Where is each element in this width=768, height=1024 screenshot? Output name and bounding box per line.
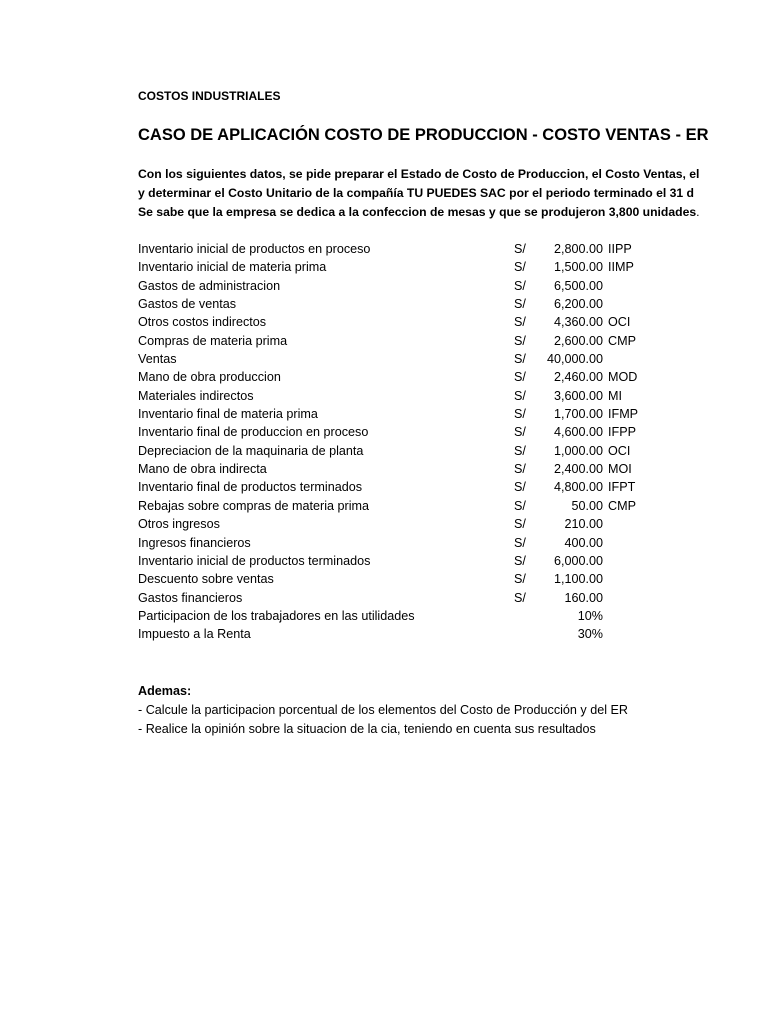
item-label: Gastos financieros <box>138 590 243 605</box>
list-item <box>138 625 658 643</box>
item-label: Otros costos indirectos <box>138 315 267 330</box>
list-item <box>138 240 658 258</box>
currency-symbol: S/ <box>514 462 526 477</box>
currency-symbol: S/ <box>514 553 526 568</box>
item-amount: 4,600.00 <box>553 425 603 440</box>
item-label: Impuesto a la Renta <box>138 627 251 642</box>
item-code: OCI <box>608 315 631 330</box>
item-label: Compras de materia prima <box>138 333 288 348</box>
item-label: Depreciacion de la maquinaria de planta <box>138 443 364 458</box>
currency-symbol: S/ <box>514 297 526 312</box>
list-item <box>138 295 658 313</box>
item-amount: 1,500.00 <box>553 260 603 275</box>
item-amount: 4,360.00 <box>553 315 603 330</box>
currency-symbol: S/ <box>514 388 526 403</box>
item-label: Gastos de ventas <box>138 297 237 312</box>
currency-symbol: S/ <box>514 498 526 513</box>
item-code: IFPP <box>608 425 636 440</box>
list-item <box>138 332 658 350</box>
item-amount: 2,460.00 <box>553 370 603 385</box>
instructions-text: Se sabe que la empresa se dedica a la confeccion de mesas y que se produjeron 3,800 unidades <box>138 205 697 219</box>
item-amount: 2,400.00 <box>553 462 603 477</box>
item-amount: 4,800.00 <box>553 480 603 495</box>
list-item <box>138 534 658 552</box>
item-code: CMP <box>608 498 636 513</box>
task-item: - Calcule la participacion porcentual de los elementos del Costo de Producción y del ER <box>138 703 629 717</box>
list-item <box>138 387 658 405</box>
list-item <box>138 460 658 478</box>
instructions-paragraph <box>138 165 700 222</box>
currency-symbol: S/ <box>514 278 526 293</box>
item-amount: 30% <box>577 627 603 642</box>
item-code: IIPP <box>608 242 632 256</box>
list-item <box>138 405 658 423</box>
item-label: Ingresos financieros <box>138 535 251 550</box>
list-item <box>138 515 658 533</box>
currency-symbol: S/ <box>514 480 526 495</box>
item-amount: 400.00 <box>564 535 603 550</box>
list-item <box>138 350 658 368</box>
item-amount: 40,000.00 <box>546 352 603 367</box>
currency-symbol: S/ <box>514 407 526 422</box>
item-label: Gastos de administracion <box>138 278 281 293</box>
item-label: Ventas <box>138 352 177 367</box>
list-item <box>138 607 658 625</box>
list-item <box>138 313 658 331</box>
item-code: CMP <box>608 333 636 348</box>
case-title: CASO DE APLICACIÓN COSTO DE PRODUCCION - COSTO VENTAS - ER <box>138 126 709 144</box>
item-label: Materiales indirectos <box>138 388 254 403</box>
item-label: Inventario final de productos terminados <box>138 480 363 495</box>
item-amount: 50.00 <box>571 498 603 513</box>
item-code: OCI <box>608 443 631 458</box>
currency-symbol: S/ <box>514 425 526 440</box>
course-heading: COSTOS INDUSTRIALES <box>138 89 281 103</box>
item-amount: 6,200.00 <box>553 297 603 312</box>
item-amount: 10% <box>577 608 603 623</box>
currency-symbol: S/ <box>514 315 526 330</box>
currency-symbol: S/ <box>514 333 526 348</box>
list-item <box>138 423 658 441</box>
currency-symbol: S/ <box>514 242 526 256</box>
list-item <box>138 570 658 588</box>
currency-symbol: S/ <box>514 590 526 605</box>
currency-symbol: S/ <box>514 517 526 532</box>
currency-symbol: S/ <box>514 535 526 550</box>
list-item <box>138 442 658 460</box>
item-code: IFMP <box>608 407 639 422</box>
item-label: Otros ingresos <box>138 517 220 532</box>
item-amount: 1,100.00 <box>553 572 603 587</box>
item-label: Inventario final de materia prima <box>138 407 318 422</box>
item-amount: 2,800.00 <box>553 242 603 256</box>
item-code: MOD <box>608 370 638 385</box>
additional-tasks <box>138 682 628 739</box>
list-item <box>138 497 658 515</box>
item-label: Descuento sobre ventas <box>138 572 274 587</box>
instructions-line: Con los siguientes datos, se pide preparar el Estado de Costo de Produccion, el Costo Ventas, el <box>138 167 700 181</box>
list-item <box>138 258 658 276</box>
additional-heading: Ademas: <box>138 684 192 698</box>
item-label: Inventario inicial de productos en proceso <box>138 242 371 256</box>
item-label: Participacion de los trabajadores en las utilidades <box>138 608 415 623</box>
item-amount: 160.00 <box>564 590 603 605</box>
list-item <box>138 589 658 607</box>
item-label: Rebajas sobre compras de materia prima <box>138 498 369 513</box>
item-label: Mano de obra indirecta <box>138 462 267 477</box>
currency-symbol: S/ <box>514 370 526 385</box>
list-item <box>138 478 658 496</box>
currency-symbol: S/ <box>514 572 526 587</box>
item-label: Inventario inicial de productos terminados <box>138 553 371 568</box>
item-code: MOI <box>608 462 632 477</box>
list-item <box>138 552 658 570</box>
item-label: Mano de obra produccion <box>138 370 281 385</box>
list-item <box>138 368 658 386</box>
currency-symbol: S/ <box>514 260 526 275</box>
item-amount: 1,700.00 <box>553 407 603 422</box>
item-amount: 210.00 <box>564 517 603 532</box>
task-item: - Realice la opinión sobre la situacion de la cia, teniendo en cuenta sus resultados <box>138 722 596 736</box>
item-code: IIMP <box>608 260 634 275</box>
instructions-line <box>138 203 700 222</box>
item-code: MI <box>608 388 622 403</box>
item-amount: 6,000.00 <box>553 553 603 568</box>
currency-symbol: S/ <box>514 443 526 458</box>
item-amount: 3,600.00 <box>553 388 603 403</box>
item-amount: 6,500.00 <box>553 278 603 293</box>
item-label: Inventario inicial de materia prima <box>138 260 327 275</box>
item-code: IFPT <box>608 480 636 495</box>
item-amount: 1,000.00 <box>553 443 603 458</box>
cost-data-list <box>138 240 658 644</box>
currency-symbol: S/ <box>514 352 526 367</box>
list-item <box>138 277 658 295</box>
item-amount: 2,600.00 <box>553 333 603 348</box>
instructions-line: y determinar el Costo Unitario de la compañía TU PUEDES SAC por el periodo terminado el 31 d <box>138 186 695 200</box>
item-label: Inventario final de produccion en proceso <box>138 425 369 440</box>
instructions-period: . <box>696 205 700 219</box>
